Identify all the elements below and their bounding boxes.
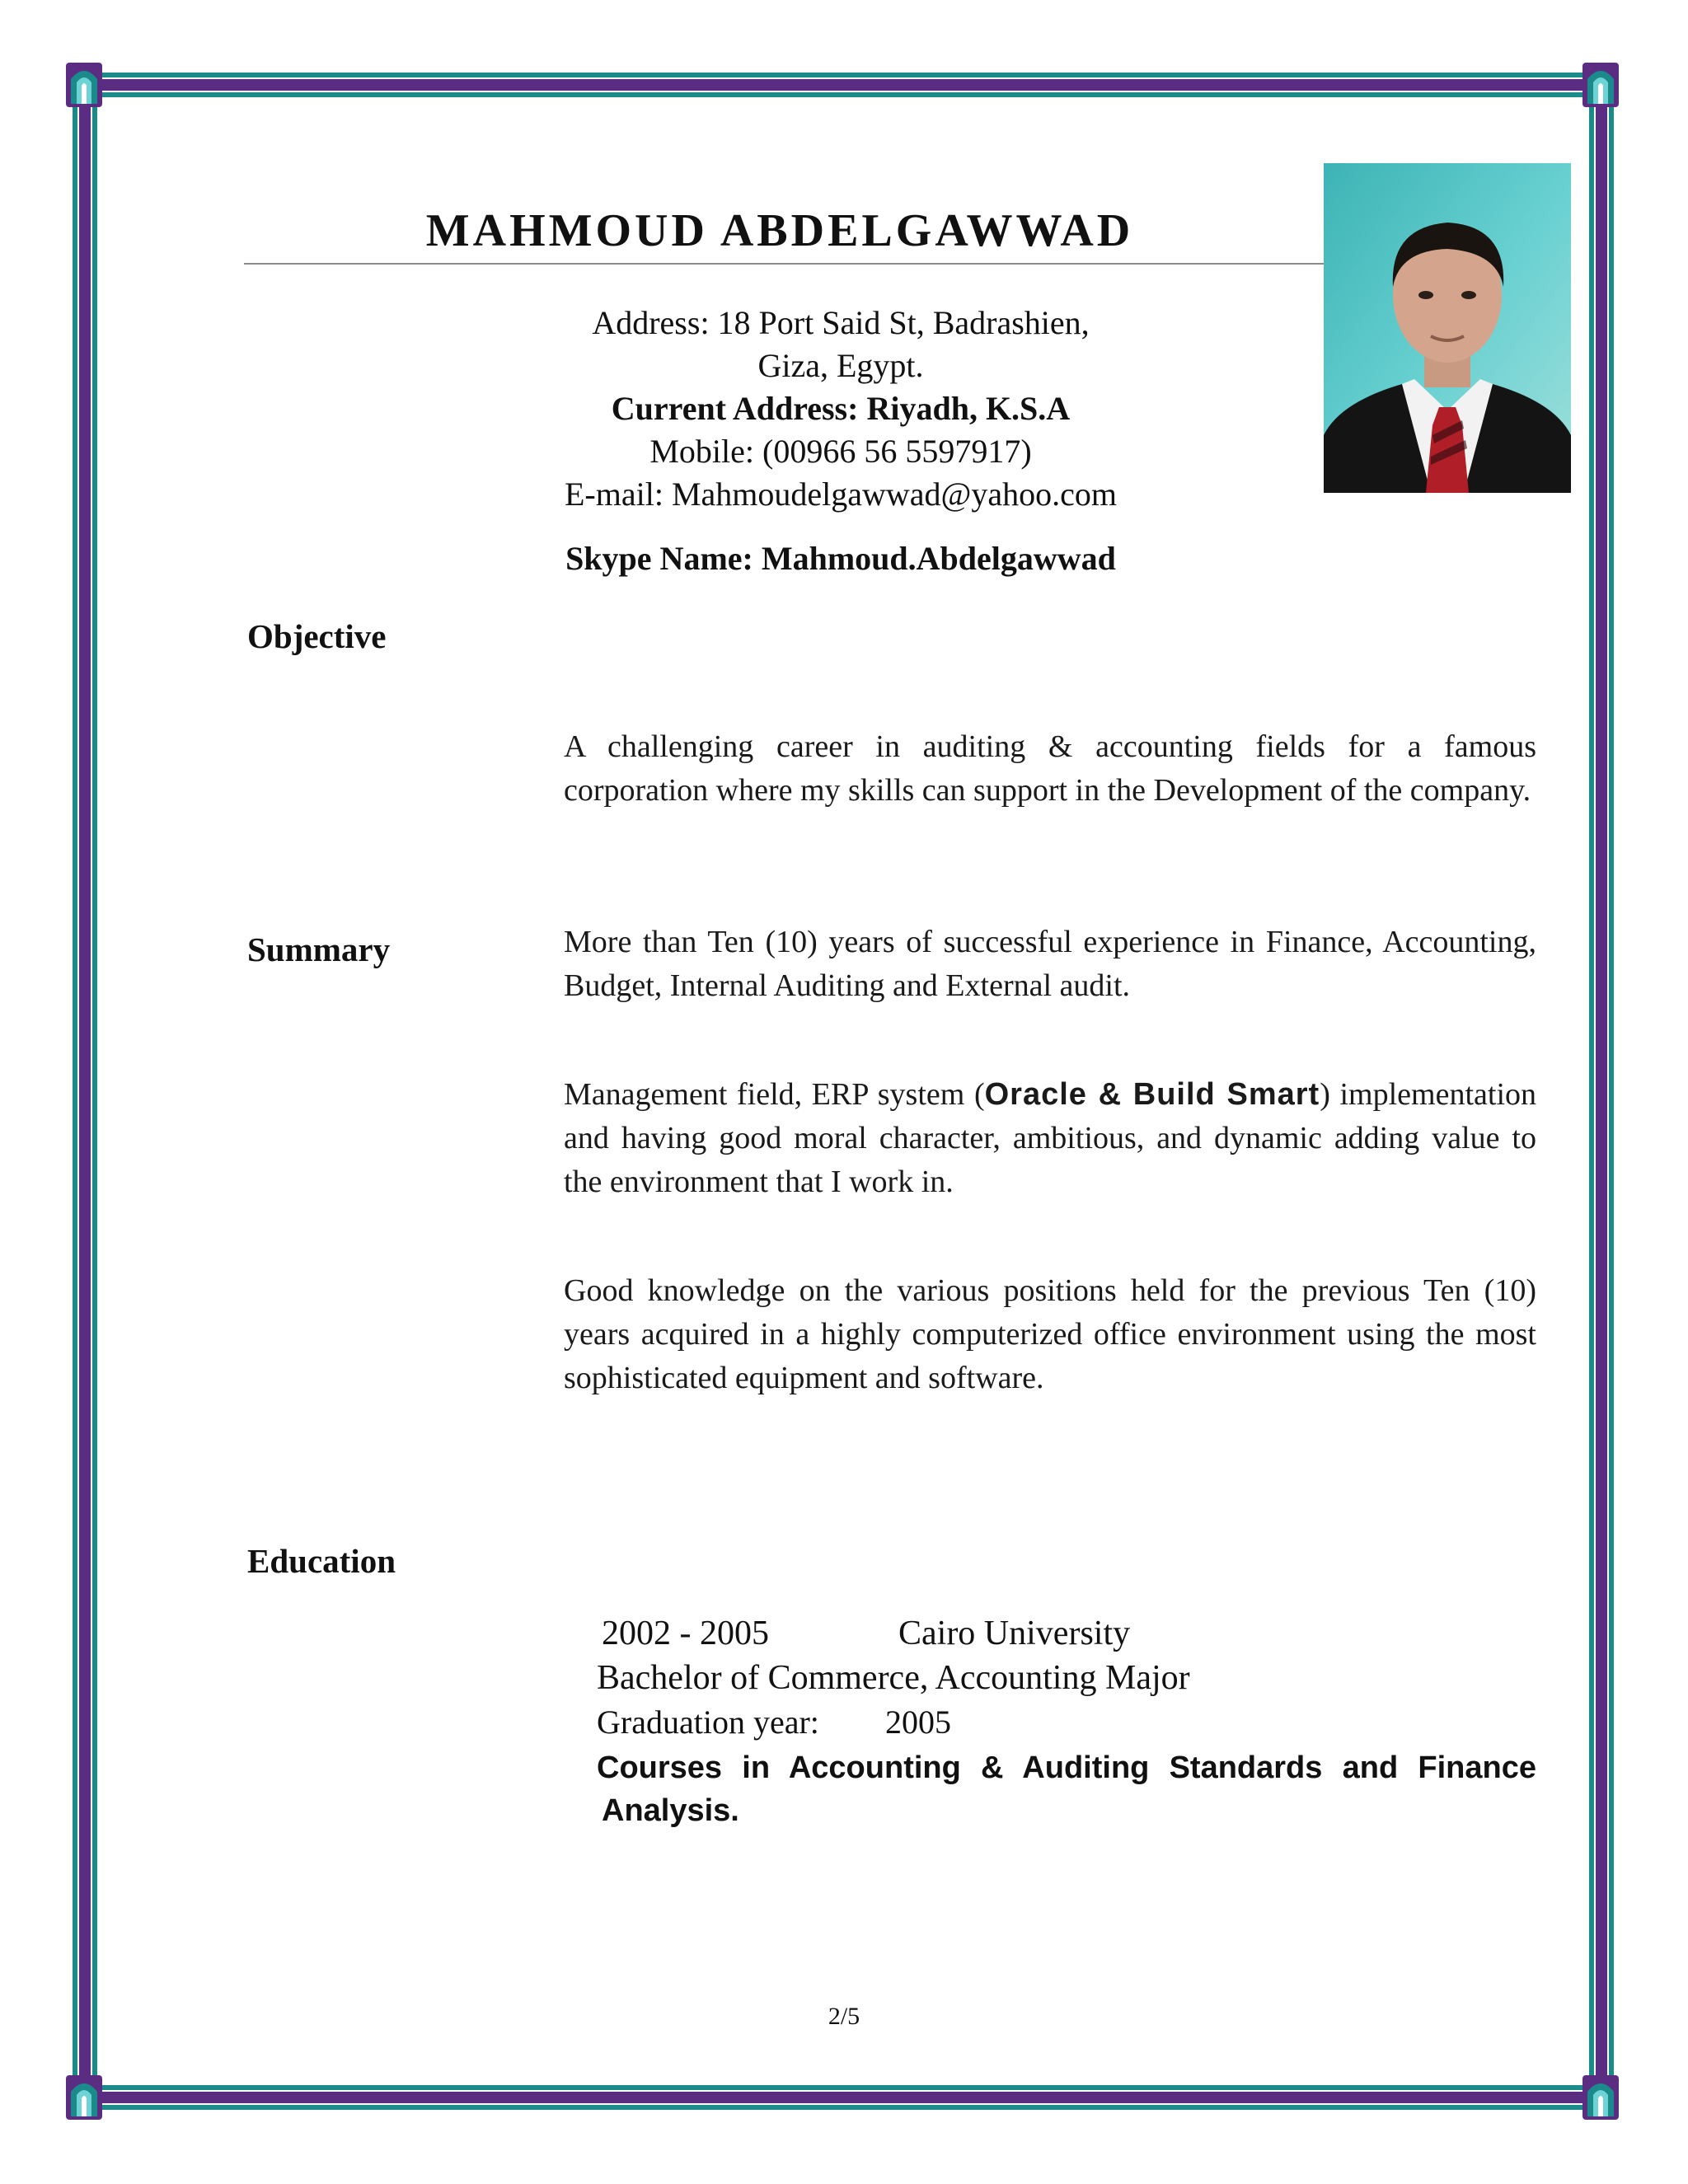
erp-systems: Oracle & Build Smart xyxy=(984,1077,1320,1112)
education-heading: Education xyxy=(247,1542,396,1580)
page-border-bottom xyxy=(82,2085,1606,2110)
mobile-number: Mobile: (00966 56 5597917) xyxy=(649,433,1032,470)
education-years: 2002 - 2005 xyxy=(602,1615,769,1652)
page-number: 2/5 xyxy=(828,2003,860,2030)
summary-paragraph-1: More than Ten (10) years of successful experience in Finance, Accounting, Budget, Internal Auditing and External audit. xyxy=(564,925,1536,1003)
border-corner-ornament-icon xyxy=(66,2075,102,2120)
contact-block xyxy=(453,302,1228,516)
objective-text: A challenging career in auditing & accounting fields for a famous corporation where my skills can support in the Development of the company. xyxy=(564,729,1536,808)
education-courses-line-1: Courses in Accounting & Auditing Standards and Finance xyxy=(597,1750,1536,1785)
summary-heading: Summary xyxy=(247,930,391,968)
border-corner-ornament-icon xyxy=(66,63,102,107)
profile-photo xyxy=(1324,163,1571,493)
person-portrait-icon xyxy=(1324,163,1571,493)
education-university: Cairo University xyxy=(898,1615,1131,1652)
education-degree: Bachelor of Commerce, Accounting Major xyxy=(597,1659,1190,1697)
page-border-right xyxy=(1589,73,1614,2110)
current-address: Current Address: Riyadh, K.S.A xyxy=(611,390,1071,427)
graduation-row xyxy=(597,1700,1536,1745)
page-border-left xyxy=(73,73,97,2110)
name-divider xyxy=(244,263,1324,265)
graduation-year: 2005 xyxy=(885,1704,951,1741)
page-border-top xyxy=(82,73,1606,97)
email-address: E-mail: Mahmoudelgawwad@yahoo.com xyxy=(565,476,1117,513)
summary-paragraph-2 xyxy=(564,1073,1536,1204)
summary-paragraph-2-start: Management field, ERP system ( xyxy=(564,1077,985,1112)
graduation-label: Graduation year: xyxy=(597,1704,819,1741)
address-line-1: Address: 18 Port Said St, Badrashien, xyxy=(592,304,1090,341)
address-line-2: Giza, Egypt. xyxy=(757,347,924,384)
education-entry xyxy=(597,1611,1536,1832)
candidate-name: MAHMOUD ABDELGAWWAD xyxy=(425,205,1134,256)
skype-name: Skype Name: Mahmoud.Abdelgawwad xyxy=(565,540,1116,577)
education-years-row xyxy=(597,1611,1536,1656)
education-courses-line-2: Analysis. xyxy=(602,1793,739,1828)
border-corner-ornament-icon xyxy=(1582,63,1619,107)
summary-paragraph-3: Good knowledge on the various positions held for the previous Ten (10) years acquired in a highly computerized office environment using the most sophisticated equipment and software. xyxy=(564,1273,1536,1395)
summary-paragraph-2-end: ) implementation and having good moral character, ambitious, and dynamic adding value to the environment that I work in. xyxy=(564,1077,1536,1199)
border-corner-ornament-icon xyxy=(1582,2075,1619,2120)
objective-heading: Objective xyxy=(247,617,387,655)
education-courses xyxy=(597,1746,1536,1832)
